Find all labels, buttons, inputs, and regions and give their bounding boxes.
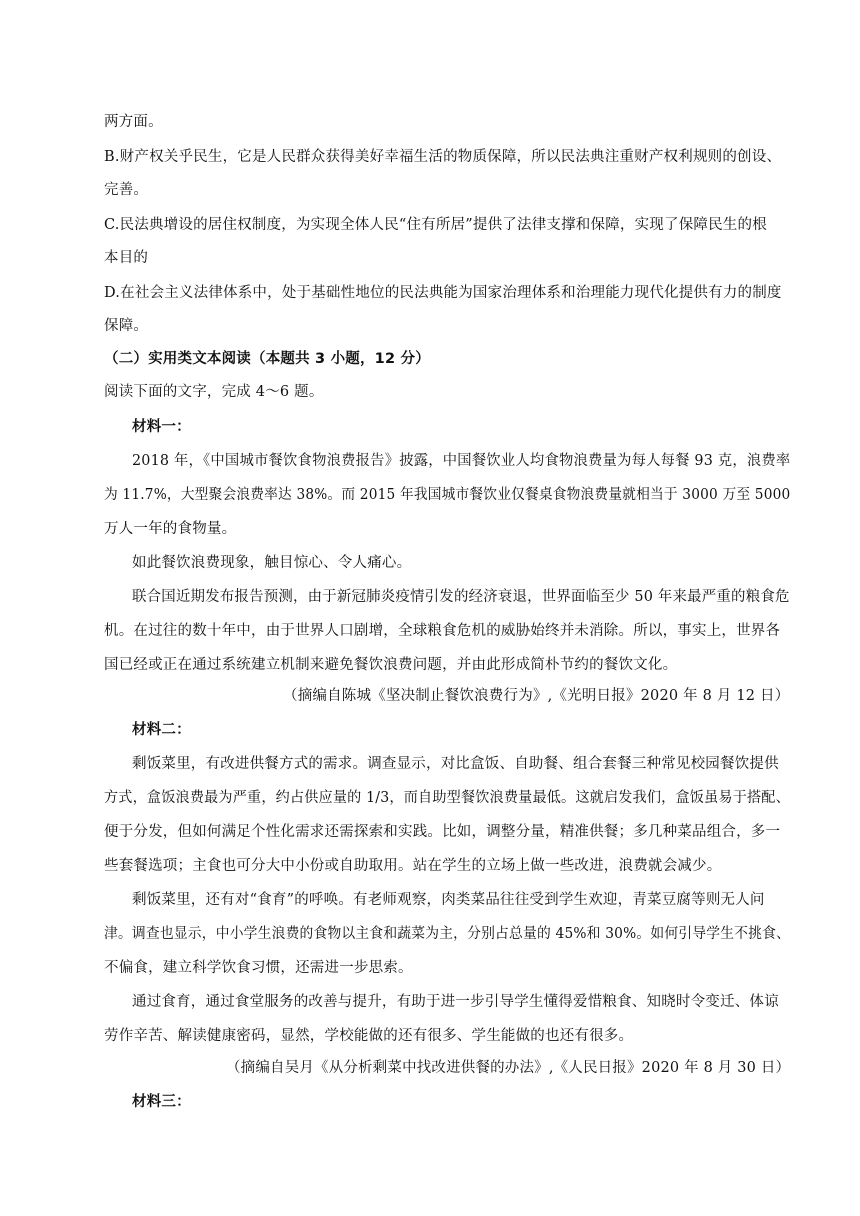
material-2-text-line: 方式，盒饭浪费最为严重，约占供应量的 1/3，而自助型餐饮浪费量最低。这就启发我们，盒饭虽易于搭配、 — [104, 790, 790, 806]
material-2-text-line: 些套餐选项；主食也可分大中小份或自助取用。站在学生的立场上做一些改进，浪费就会减少。 — [104, 858, 722, 874]
material-2-text-line: 剩饭菜里，还有对“食育”的呼唤。有老师观察，肉类菜品往往受到学生欢迎，青菜豆腐等则无人问 — [132, 892, 765, 908]
option-d-line: D.在社会主义法律体系中，处于基础性地位的民法典能为国家治理体系和治理能力现代化提供有力的制度 — [104, 285, 782, 301]
material-2-text-line: 通过食育，通过食堂服务的改善与提升，有助于进一步引导学生懂得爱惜粮食、知晓时令变迁、体谅 — [132, 994, 779, 1010]
material-2-text-line: 剩饭菜里，有改进供餐方式的需求。调查显示，对比盒饭、自助餐、组合套餐三种常见校园餐饮提供 — [132, 756, 779, 772]
option-c-line: C.民法典增设的居住权制度，为实现全体人民“住有所居”提供了法律支撑和保障，实现了保障民生的根 — [104, 217, 767, 233]
material-1-text-line: 机。在过往的数十年中，由于世界人口剧增，全球粮食危机的威胁始终并未消除。所以，事实上，世界各 — [104, 623, 781, 639]
material-3-label: 材料三： — [132, 1094, 191, 1110]
option-b-line: 完善。 — [104, 182, 149, 198]
material-2-text-line: 劳作辛苦、解读健康密码，显然，学校能做的还有很多、学生能做的也还有很多。 — [104, 1028, 634, 1044]
section-heading: （二）实用类文本阅读（本题共 3 小题，12 分） — [104, 351, 430, 367]
material-1-label: 材料一： — [132, 419, 191, 435]
option-d-line: 保障。 — [104, 318, 149, 334]
material-1-text-line: 为 11.7%，大型聚会浪费率达 38%。而 2015 年我国城市餐饮业仅餐桌食物浪费量就相当于 3000 万至 5000 — [104, 487, 791, 503]
material-2-source: （摘编自吴月《从分析剩菜中找改进供餐的办法》,《人民日报》2020 年 8 月 30 日） — [226, 1060, 791, 1076]
material-2-text-line: 津。调查也显示，中小学生浪费的食物以主食和蔬菜为主，分别占总量的 45%和 30%。如何引导学生不挑食、 — [104, 926, 791, 942]
material-2-text-line: 不偏食，建立科学饮食习惯，还需进一步思索。 — [104, 960, 413, 976]
material-1-text-line: 如此餐饮浪费现象，触目惊心、令人痛心。 — [132, 555, 412, 571]
material-1-text-line: 国已经或正在通过系统建立机制来避免餐饮浪费问题，并由此形成简朴节约的餐饮文化。 — [104, 657, 678, 673]
material-1-text-line: 万人一年的食物量。 — [104, 521, 237, 537]
material-2-text-line: 便于分发，但如何满足个性化需求还需探索和实践。比如，调整分量，精准供餐；多几种菜品组合，多一 — [104, 824, 781, 840]
material-1-text-line: 联合国近期发布报告预测，由于新冠肺炎疫情引发的经济衰退，世界面临至少 50 年来最严重的粮食危 — [132, 589, 790, 605]
section-instruction: 阅读下面的文字，完成 4～6 题。 — [104, 384, 324, 400]
material-1-text-line: 2018 年，《中国城市餐饮食物浪费报告》披露，中国餐饮业人均食物浪费量为每人每餐 93 克，浪费率 — [132, 453, 791, 469]
material-2-label: 材料二： — [132, 722, 191, 738]
material-1-source: （摘编自陈城《坚决制止餐饮浪费行为》,《光明日报》2020 年 8 月 12 日） — [283, 688, 790, 704]
option-b-line: B.财产权关乎民生，它是人民群众获得美好幸福生活的物质保障，所以民法典注重财产权利规则的创设、 — [104, 149, 782, 165]
option-a-tail: 两方面。 — [104, 114, 163, 130]
option-c-line: 本目的 — [104, 250, 149, 266]
